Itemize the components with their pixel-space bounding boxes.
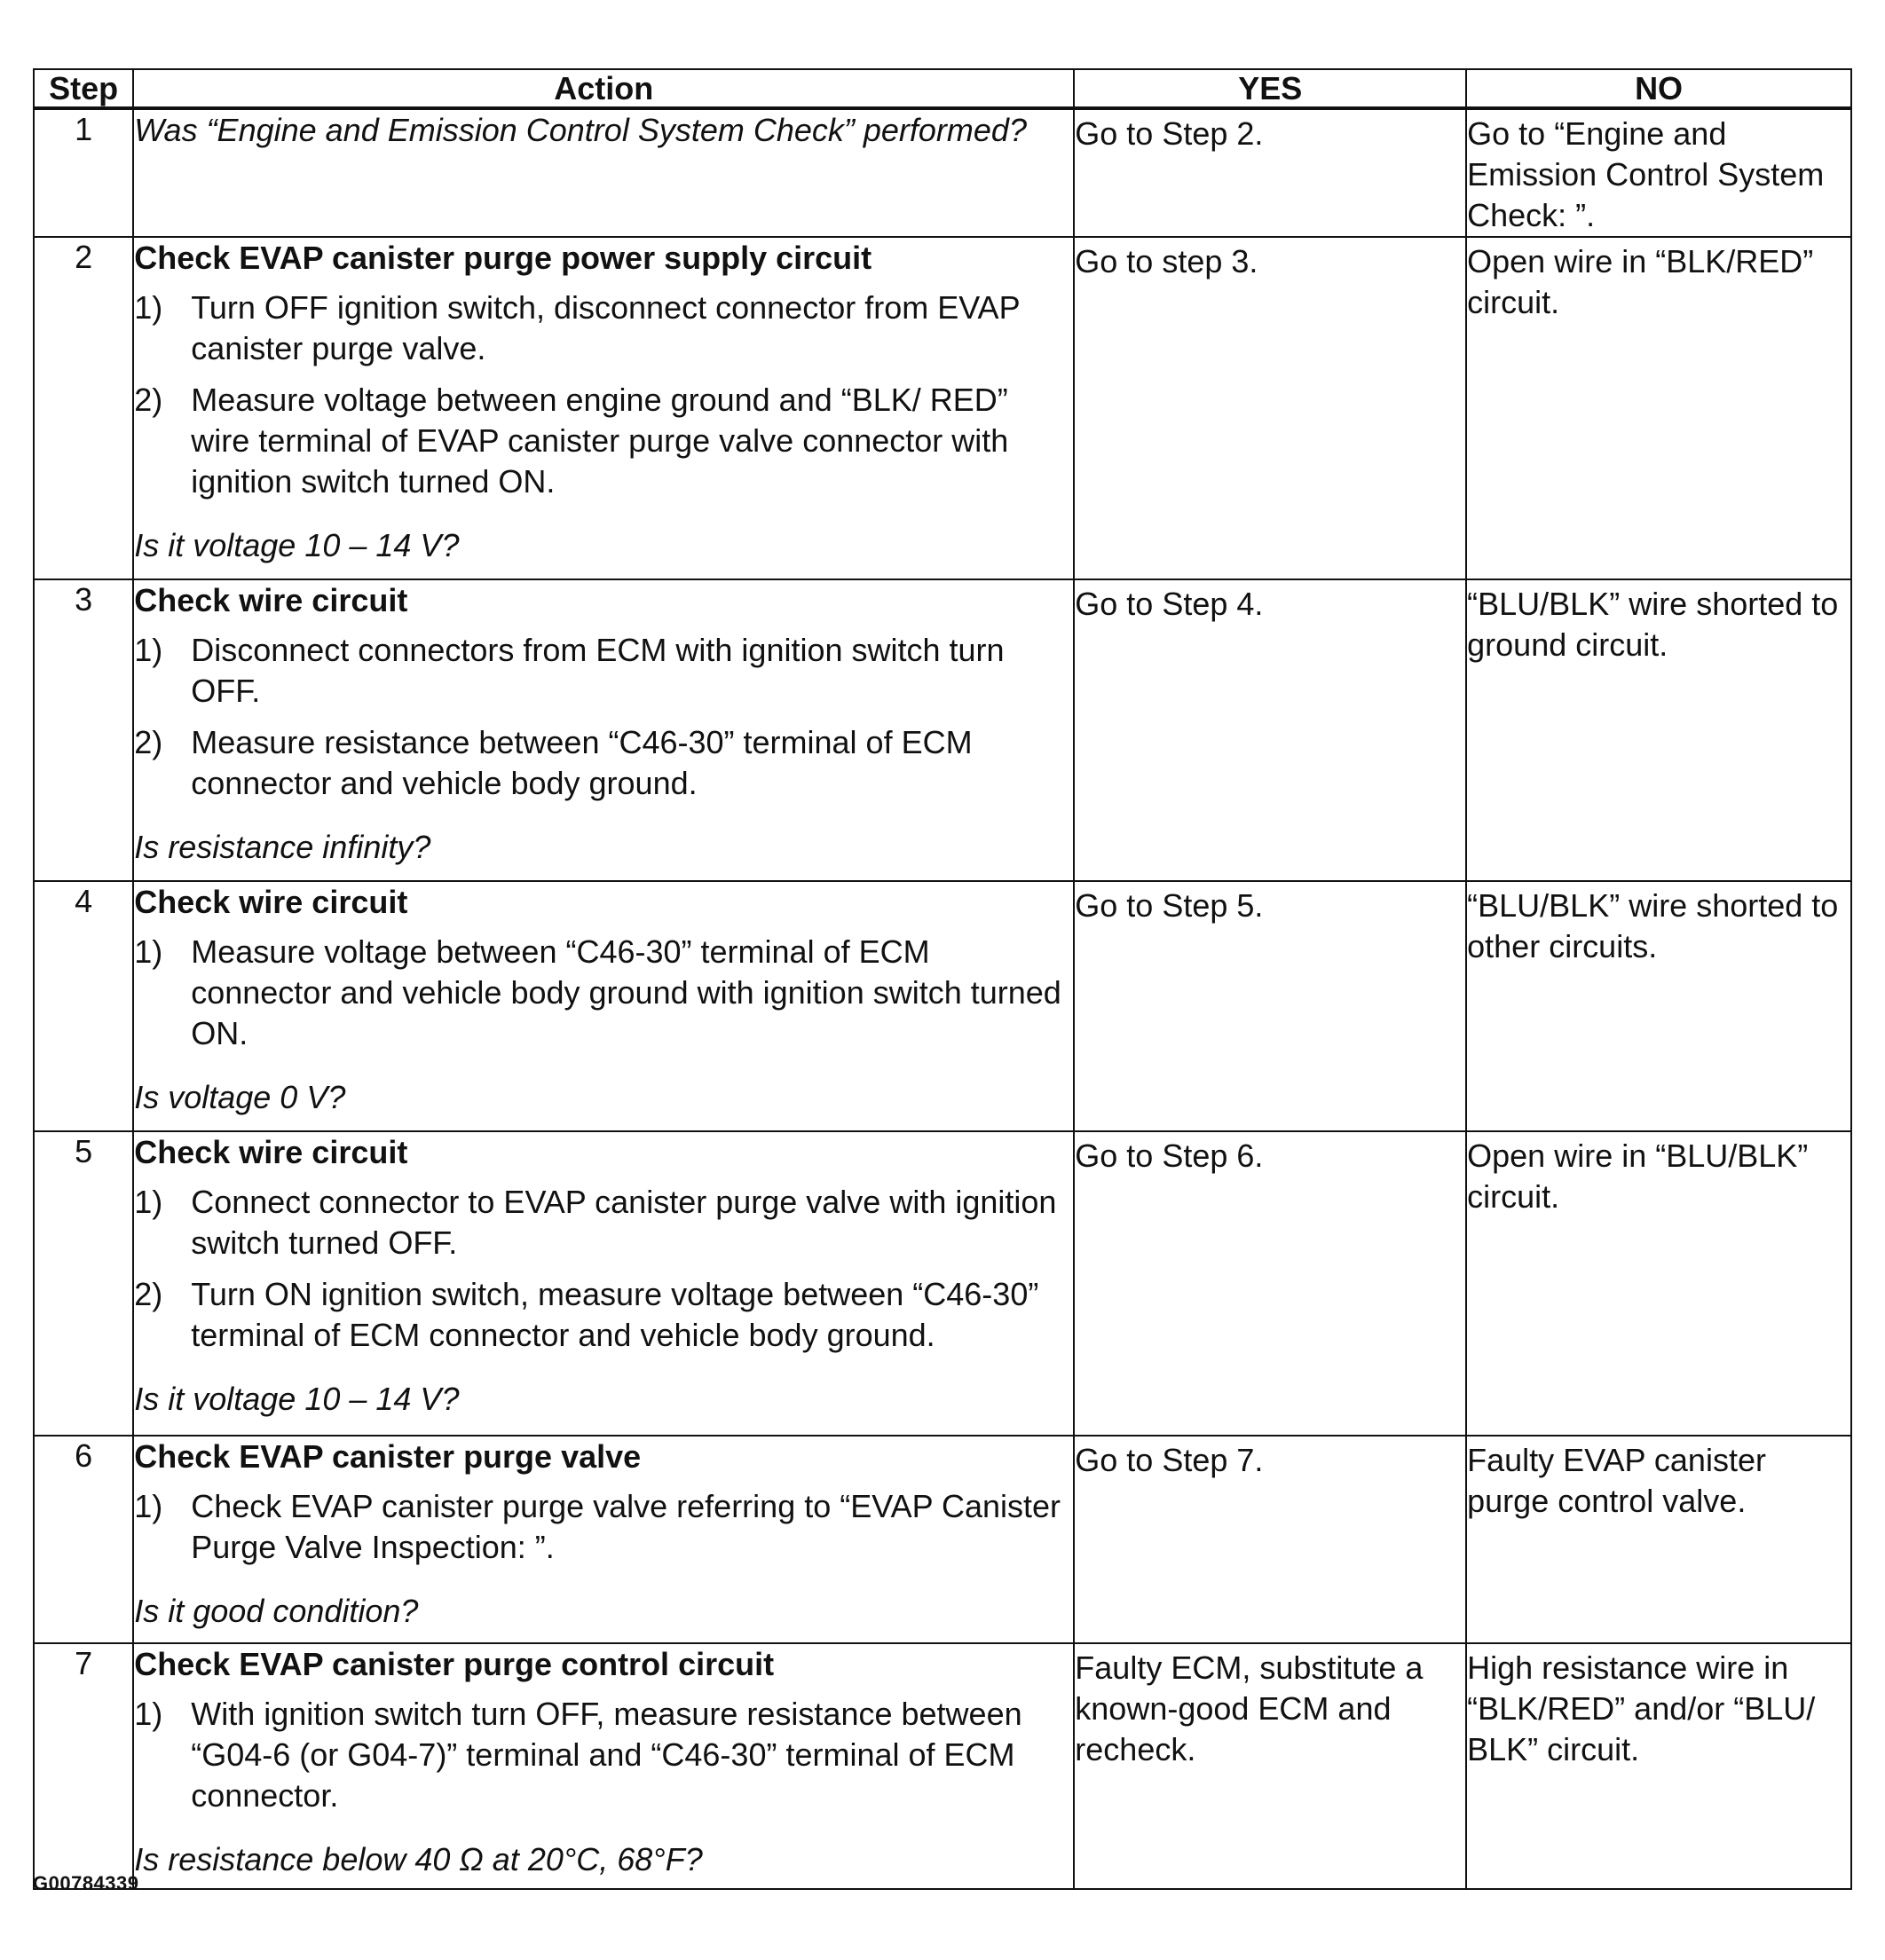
substep-item bbox=[134, 1274, 1073, 1356]
action-title: Check wire circuit bbox=[134, 582, 408, 618]
substep-number: 2) bbox=[134, 382, 163, 418]
check-question: Is it good condition? bbox=[134, 1593, 419, 1629]
no-outcome: Open wire in “BLU/BLK” circuit. bbox=[1466, 1131, 1851, 1436]
yes-outcome: Go to Step 4. bbox=[1074, 579, 1466, 881]
substep-text: Measure resistance between “C46-30” terminal of ECM connector and vehicle body ground. bbox=[191, 724, 973, 801]
substep-text: Measure voltage between engine ground and “BLK/ RED” wire terminal of EVAP canister purge valve connector with ignition switch turned ON. bbox=[191, 382, 1009, 500]
no-outcome: Go to “Engine and Emission Control System Check: ”. bbox=[1466, 108, 1851, 237]
substep-item bbox=[134, 380, 1073, 502]
substep-list bbox=[134, 932, 1073, 1054]
table-row bbox=[34, 881, 1851, 1131]
step-number: 2 bbox=[34, 237, 133, 579]
no-outcome: “BLU/BLK” wire shorted to ground circuit. bbox=[1466, 579, 1851, 881]
table-header-row bbox=[34, 69, 1851, 108]
step-number: 1 bbox=[34, 108, 133, 237]
substep-text: Check EVAP canister purge valve referring to “EVAP Canister Purge Valve Inspection: ”. bbox=[191, 1488, 1061, 1565]
header-yes: YES bbox=[1074, 69, 1466, 108]
substep-list bbox=[134, 1486, 1073, 1568]
yes-outcome: Faulty ECM, substitute a known-good ECM and recheck. bbox=[1074, 1643, 1466, 1889]
step-number: 5 bbox=[34, 1131, 133, 1436]
action-title: Check wire circuit bbox=[134, 884, 408, 920]
yes-outcome: Go to Step 6. bbox=[1074, 1131, 1466, 1436]
table-row bbox=[34, 1436, 1851, 1643]
no-outcome: Faulty EVAP canister purge control valve. bbox=[1466, 1436, 1851, 1643]
substep-text: Connect connector to EVAP canister purge valve with ignition switch turned OFF. bbox=[191, 1184, 1057, 1261]
substep-list bbox=[134, 1182, 1073, 1356]
yes-outcome: Go to Step 5. bbox=[1074, 881, 1466, 1131]
substep-text: Turn OFF ignition switch, disconnect connector from EVAP canister purge valve. bbox=[191, 289, 1020, 366]
substep-number: 2) bbox=[134, 724, 163, 760]
substep-item bbox=[134, 1486, 1073, 1568]
substep-number: 1) bbox=[134, 1184, 163, 1220]
substep-number: 2) bbox=[134, 1276, 163, 1312]
yes-outcome: Go to step 3. bbox=[1074, 237, 1466, 579]
figure-code: G00784339 bbox=[33, 1872, 139, 1894]
action-title: Check EVAP canister purge control circuit bbox=[134, 1646, 775, 1682]
step-number: 3 bbox=[34, 579, 133, 881]
substep-list bbox=[134, 1694, 1073, 1816]
action-cell bbox=[133, 881, 1074, 1131]
no-outcome: “BLU/BLK” wire shorted to other circuits. bbox=[1466, 881, 1851, 1131]
substep-number: 1) bbox=[134, 632, 163, 668]
substep-number: 1) bbox=[134, 1488, 163, 1524]
yes-outcome: Go to Step 2. bbox=[1074, 108, 1466, 237]
step-number: 4 bbox=[34, 881, 133, 1131]
check-question: Is voltage 0 V? bbox=[134, 1079, 346, 1115]
substep-item bbox=[134, 1694, 1073, 1816]
action-title: Check EVAP canister purge valve bbox=[134, 1438, 642, 1475]
substep-number: 1) bbox=[134, 933, 163, 970]
yes-outcome: Go to Step 7. bbox=[1074, 1436, 1466, 1643]
substep-item bbox=[134, 630, 1073, 712]
table-row bbox=[34, 108, 1851, 237]
substep-item bbox=[134, 932, 1073, 1054]
table-row bbox=[34, 1643, 1851, 1889]
substep-text: Disconnect connectors from ECM with ignition switch turn OFF. bbox=[191, 632, 1005, 709]
action-cell bbox=[133, 1131, 1074, 1436]
action-cell bbox=[133, 108, 1074, 237]
substep-item bbox=[134, 1182, 1073, 1263]
check-question: Is resistance infinity? bbox=[134, 829, 431, 865]
step-number: 6 bbox=[34, 1436, 133, 1643]
substep-text: Turn ON ignition switch, measure voltage between “C46-30” terminal of ECM connector and vehicle body ground. bbox=[191, 1276, 1039, 1353]
step-number: 7 bbox=[34, 1643, 133, 1889]
action-title: Check EVAP canister purge power supply circuit bbox=[134, 240, 872, 276]
diagnostic-table bbox=[33, 68, 1852, 1890]
header-action: Action bbox=[133, 69, 1074, 108]
table-row bbox=[34, 1131, 1851, 1436]
header-step: Step bbox=[34, 69, 133, 108]
table-row bbox=[34, 579, 1851, 881]
action-cell bbox=[133, 1436, 1074, 1643]
substep-number: 1) bbox=[134, 289, 163, 326]
substep-item bbox=[134, 722, 1073, 804]
action-question-text: Was “Engine and Emission Control System Check” performed? bbox=[134, 112, 1027, 148]
action-cell bbox=[133, 237, 1074, 579]
substep-item bbox=[134, 287, 1073, 369]
no-outcome: High resistance wire in “BLK/RED” and/or “BLU/ BLK” circuit. bbox=[1466, 1643, 1851, 1889]
check-question: Is it voltage 10 – 14 V? bbox=[134, 1381, 460, 1417]
substep-number: 1) bbox=[134, 1696, 163, 1732]
table-body bbox=[34, 108, 1851, 1889]
substep-list bbox=[134, 287, 1073, 502]
table-row bbox=[34, 237, 1851, 579]
substep-text: Measure voltage between “C46-30” terminal of ECM connector and vehicle body ground with ignition switch turned ON. bbox=[191, 933, 1061, 1051]
substep-text: With ignition switch turn OFF, measure resistance between “G04-6 (or G04-7)” terminal and “C46-30” terminal of ECM connector. bbox=[191, 1696, 1022, 1814]
action-title: Check wire circuit bbox=[134, 1134, 408, 1170]
check-question: Is it voltage 10 – 14 V? bbox=[134, 527, 460, 563]
check-question: Is resistance below 40 Ω at 20°C, 68°F? bbox=[134, 1841, 703, 1877]
action-cell bbox=[133, 579, 1074, 881]
no-outcome: Open wire in “BLK/RED” circuit. bbox=[1466, 237, 1851, 579]
action-cell bbox=[133, 1643, 1074, 1889]
header-no: NO bbox=[1466, 69, 1851, 108]
substep-list bbox=[134, 630, 1073, 804]
